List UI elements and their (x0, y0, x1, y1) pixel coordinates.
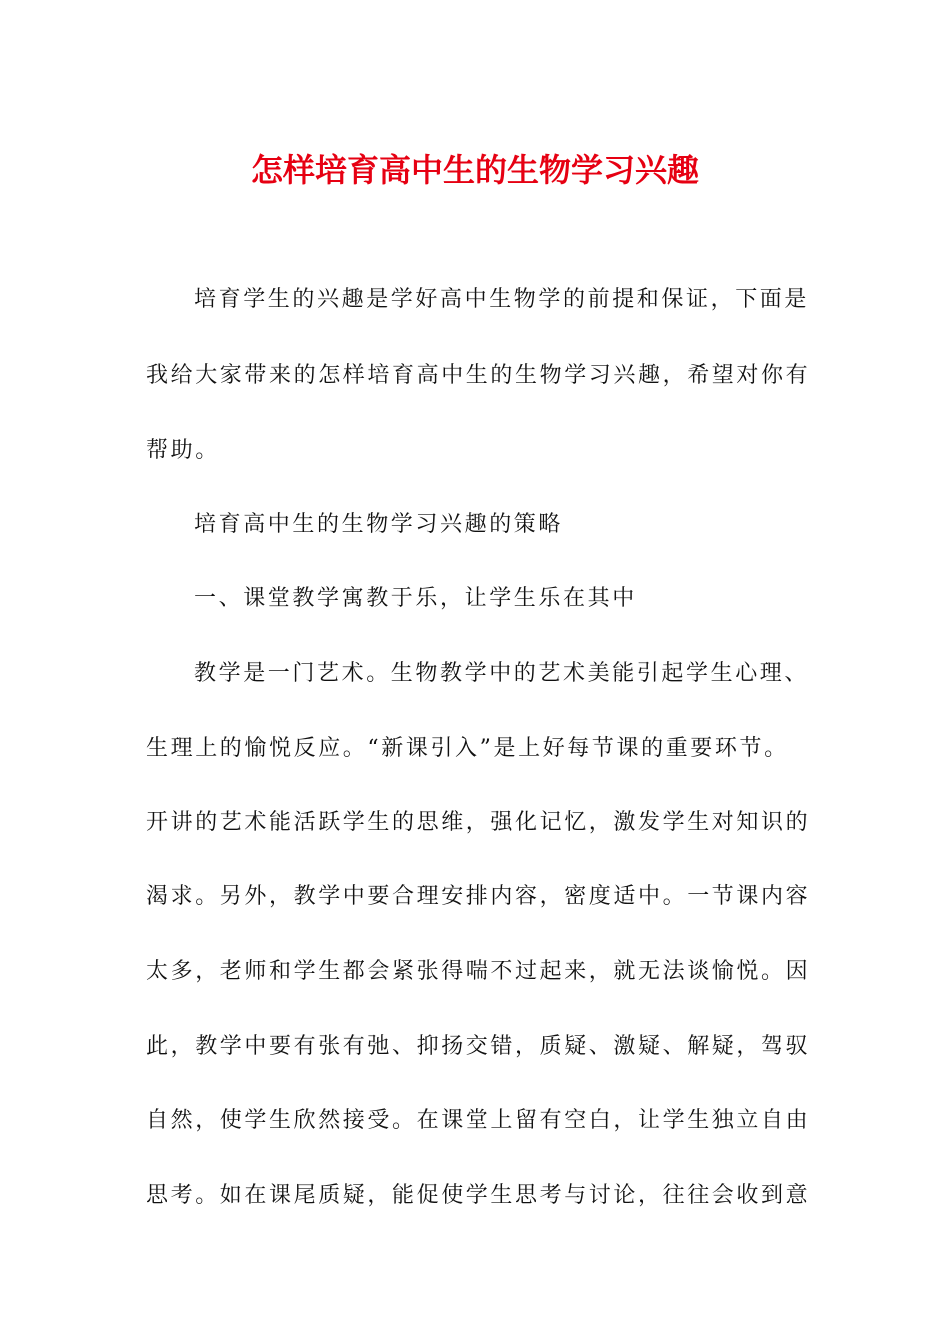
paragraph-line: 自然，使学生欣然接受。在课堂上留有空白，让学生独立自由 (146, 1108, 811, 1133)
paragraph-line: 开讲的艺术能活跃学生的思维，强化记忆，激发学生对知识的 (146, 810, 811, 835)
subsection-heading: 一、课堂教学寓教于乐，让学生乐在其中 (194, 586, 637, 611)
paragraph-line: 此，教学中要有张有弛、抑扬交错，质疑、激疑、解疑，驾驭 (146, 1034, 811, 1059)
document-title: 怎样培育高中生的生物学习兴趣 (250, 151, 699, 189)
paragraph-line: 培育学生的兴趣是学好高中生物学的前提和保证，下面是 (194, 287, 810, 312)
paragraph-line: 太多，老师和学生都会紧张得喘不过起来，就无法谈愉悦。因 (146, 959, 811, 984)
paragraph-line: 教学是一门艺术。生物教学中的艺术美能引起学生心理、 (194, 661, 810, 686)
paragraph-line: 思考。如在课尾质疑，能促使学生思考与讨论，往往会收到意 (146, 1183, 811, 1208)
paragraph-line: 生理上的愉悦反应。“新课引入”是上好每节课的重要环节。 (146, 736, 789, 761)
section-heading: 培育高中生的生物学习兴趣的策略 (194, 512, 564, 537)
paragraph-line: 我给大家带来的怎样培育高中生的生物学习兴趣，希望对你有 (146, 363, 811, 388)
paragraph-line: 渴求。另外，教学中要合理安排内容，密度适中。一节课内容 (146, 884, 811, 909)
paragraph-line: 帮助。 (146, 438, 220, 463)
